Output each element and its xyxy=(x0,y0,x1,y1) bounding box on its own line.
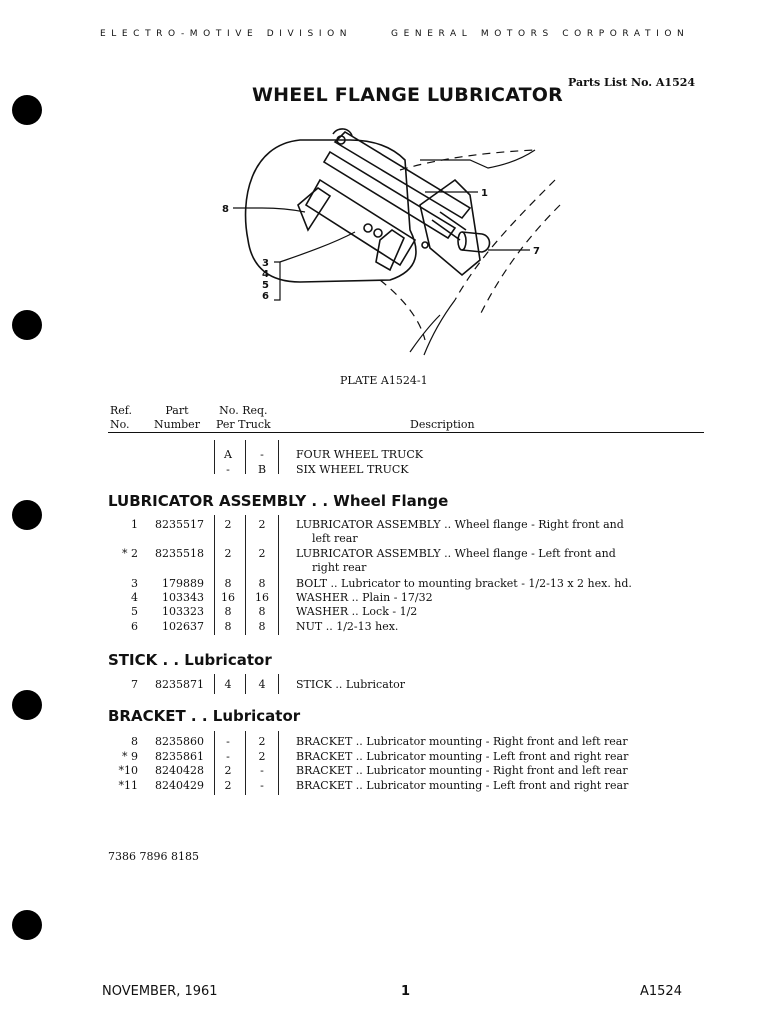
leader-8 xyxy=(233,208,305,212)
column-divider xyxy=(245,731,246,795)
page-number: 1 xyxy=(401,984,411,999)
callout-label-8: 8 xyxy=(222,204,229,215)
bracket-3-6 xyxy=(274,262,280,300)
wheel-rim-line xyxy=(410,315,440,352)
callout-label-1: 1 xyxy=(481,188,488,199)
column-divider xyxy=(245,674,246,694)
binder-hole xyxy=(12,500,42,530)
bracket-plate xyxy=(306,180,415,265)
callout-label-4: 4 xyxy=(262,269,269,280)
column-divider xyxy=(214,515,215,635)
mounting-plate-outline xyxy=(246,140,416,282)
binder-hole xyxy=(12,910,42,940)
callout-label-3: 3 xyxy=(262,258,269,269)
header-rule xyxy=(108,432,704,433)
col-ref: Ref. No. xyxy=(110,404,132,431)
group-title-bracket: BRACKET . . Lubricator xyxy=(108,707,301,725)
plate-caption: PLATE A1524-1 xyxy=(340,374,428,387)
callout-label-7: 7 xyxy=(533,246,540,257)
wheel-tread-line xyxy=(420,150,535,168)
column-divider xyxy=(278,731,279,795)
wheel-outline-dashed-outer xyxy=(480,205,560,315)
col-description: Description xyxy=(410,418,475,431)
rail-outline-dashed xyxy=(380,280,425,340)
lubricator-housing xyxy=(420,180,480,275)
bolt-head xyxy=(374,229,382,237)
column-divider xyxy=(278,674,279,694)
callout-label-5: 5 xyxy=(262,280,269,291)
group-title-lubricator-assembly: LUBRICATOR ASSEMBLY . . Wheel Flange xyxy=(108,492,449,510)
reference-codes: 7386 7896 8185 xyxy=(108,850,199,863)
page-title: WHEEL FLANGE LUBRICATOR xyxy=(252,84,563,106)
bolt-head xyxy=(422,242,428,248)
footer-code: A1524 xyxy=(640,984,682,999)
bolt-head xyxy=(364,224,372,232)
col-no-req: No. Req. Per Truck xyxy=(216,404,271,431)
column-divider xyxy=(214,674,215,694)
header-left: ELECTRO-MOTIVE DIVISION xyxy=(100,29,353,39)
parts-list-number: Parts List No. A1524 xyxy=(568,76,696,89)
column-divider xyxy=(214,731,215,795)
lubricator-bar-upper xyxy=(335,132,470,218)
bracket-ear xyxy=(298,188,330,230)
column-divider xyxy=(214,440,215,474)
stick-cylinder-end xyxy=(458,232,466,250)
group-title-stick: STICK . . Lubricator xyxy=(108,651,272,669)
column-divider xyxy=(245,515,246,635)
header-right: GENERAL MOTORS CORPORATION xyxy=(391,29,690,39)
lubricator-diagram xyxy=(0,0,768,380)
col-part-number: Part Number xyxy=(154,404,200,431)
leader-3-6 xyxy=(280,232,355,262)
column-divider xyxy=(278,515,279,635)
column-divider xyxy=(245,440,246,474)
binder-hole xyxy=(12,690,42,720)
column-divider xyxy=(278,440,279,474)
footer-date: NOVEMBER, 1961 xyxy=(102,984,218,999)
callout-label-6: 6 xyxy=(262,291,269,302)
